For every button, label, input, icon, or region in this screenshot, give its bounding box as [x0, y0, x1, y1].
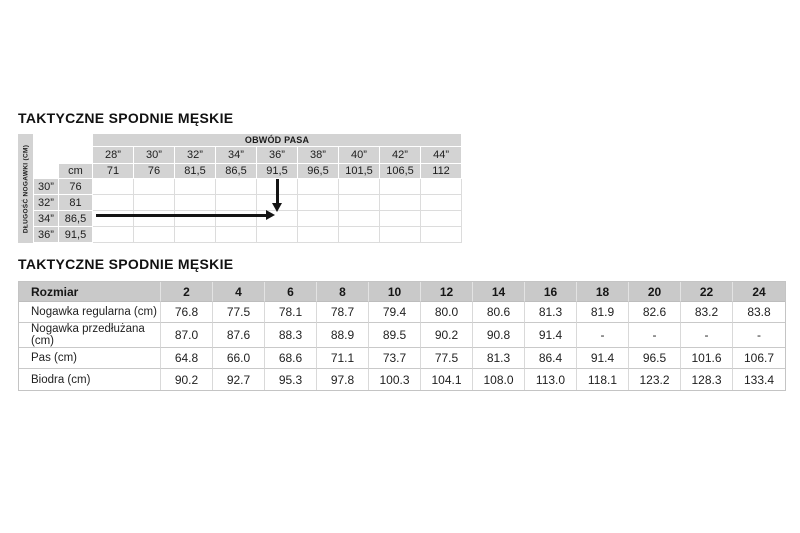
table-header-row	[19, 282, 785, 302]
arrow-right-icon	[266, 210, 275, 220]
measurement-value: -	[577, 323, 629, 348]
measurement-value: 95.3	[265, 369, 317, 390]
grid-cell	[298, 211, 339, 227]
grid-cell	[339, 179, 380, 195]
measurement-value: 64.8	[161, 348, 213, 369]
leg-size-cm: 91,5	[59, 227, 93, 243]
grid-cell	[339, 211, 380, 227]
measurement-value: 101.6	[681, 348, 733, 369]
leg-size-in: 30”	[34, 179, 59, 195]
waist-size-in: 42”	[380, 147, 421, 164]
grid-cell	[298, 179, 339, 195]
grid-cell	[134, 195, 175, 211]
size-header: 4	[213, 282, 265, 302]
measurement-value: -	[629, 323, 681, 348]
waist-size-cm: 76	[134, 164, 175, 179]
grid-cell	[339, 227, 380, 243]
table-row	[19, 323, 785, 348]
size-finder-table	[18, 134, 462, 243]
leg-size-in: 34”	[34, 211, 59, 227]
measurement-value: 123.2	[629, 369, 681, 390]
size-header: 20	[629, 282, 681, 302]
grid-cell	[421, 179, 462, 195]
measurement-value: 81.3	[525, 302, 577, 323]
grid-cell	[93, 227, 134, 243]
table-row	[19, 348, 785, 369]
leg-arrow-shaft	[96, 214, 266, 217]
measurement-value: -	[681, 323, 733, 348]
measurement-value: 96.5	[629, 348, 681, 369]
table-row	[19, 302, 785, 323]
measurement-value: 89.5	[369, 323, 421, 348]
grid-cell	[175, 195, 216, 211]
size-header: 6	[265, 282, 317, 302]
measurement-value: 88.3	[265, 323, 317, 348]
corner-blank-cell	[34, 147, 93, 164]
grid-cell	[421, 195, 462, 211]
measurement-value: 82.6	[629, 302, 681, 323]
grid-cell	[257, 227, 298, 243]
measurement-value: 91.4	[525, 323, 577, 348]
measurement-value: 77.5	[213, 302, 265, 323]
size-column-header: Rozmiar	[19, 282, 161, 302]
table-row	[19, 369, 785, 390]
measurement-value: 91.4	[577, 348, 629, 369]
leg-size-in: 32”	[34, 195, 59, 211]
measurement-value: 90.2	[161, 369, 213, 390]
row-label: Nogawka regularna (cm)	[19, 302, 161, 323]
grid-cell	[380, 179, 421, 195]
grid-cell	[421, 227, 462, 243]
measurements-table	[18, 281, 786, 391]
waist-arrow-shaft	[276, 179, 279, 203]
measurement-value: 113.0	[525, 369, 577, 390]
measurement-value: 83.8	[733, 302, 785, 323]
measurement-value: 118.1	[577, 369, 629, 390]
measurement-value: 88.9	[317, 323, 369, 348]
waist-size-in: 32”	[175, 147, 216, 164]
grid-cell	[134, 227, 175, 243]
grid-cell	[175, 179, 216, 195]
size-header: 14	[473, 282, 525, 302]
measurement-value: 90.2	[421, 323, 473, 348]
size-header: 22	[681, 282, 733, 302]
measurement-value: 78.1	[265, 302, 317, 323]
grid-cell	[216, 195, 257, 211]
leg-length-axis-label: DŁUGOŚĆ NOGAWKI (CM)	[22, 144, 29, 233]
waist-size-cm: 96,5	[298, 164, 339, 179]
size-header: 8	[317, 282, 369, 302]
waist-size-in: 28”	[93, 147, 134, 164]
grid-cell	[339, 195, 380, 211]
waist-size-in: 30”	[134, 147, 175, 164]
measurement-value: 87.0	[161, 323, 213, 348]
measurement-value: 133.4	[733, 369, 785, 390]
measurement-value: 71.1	[317, 348, 369, 369]
size-header: 12	[421, 282, 473, 302]
grid-cell	[298, 227, 339, 243]
size-header: 24	[733, 282, 785, 302]
row-label: Nogawka przedłużana (cm)	[19, 323, 161, 348]
waist-size-cm: 112	[421, 164, 462, 179]
measurement-value: 78.7	[317, 302, 369, 323]
grid-cell	[216, 227, 257, 243]
waist-size-in: 36”	[257, 147, 298, 164]
measurement-value: 76.8	[161, 302, 213, 323]
grid-cell	[93, 179, 134, 195]
waist-size-cm: 86,5	[216, 164, 257, 179]
measurement-value: 83.2	[681, 302, 733, 323]
waist-size-cm: 101,5	[339, 164, 380, 179]
measurement-value: 81.9	[577, 302, 629, 323]
unit-label: cm	[59, 164, 93, 179]
size-header: 18	[577, 282, 629, 302]
waist-size-in: 44”	[421, 147, 462, 164]
size-header: 16	[525, 282, 577, 302]
measurement-value: -	[733, 323, 785, 348]
waist-size-in: 40”	[339, 147, 380, 164]
grid-cell	[134, 179, 175, 195]
measurement-value: 73.7	[369, 348, 421, 369]
leg-size-cm: 81	[59, 195, 93, 211]
measurement-value: 80.6	[473, 302, 525, 323]
size-header: 10	[369, 282, 421, 302]
measurement-value: 87.6	[213, 323, 265, 348]
row-label: Biodra (cm)	[19, 369, 161, 390]
leg-size-cm: 76	[59, 179, 93, 195]
measurement-value: 90.8	[473, 323, 525, 348]
leg-size-in: 36”	[34, 227, 59, 243]
size-finder-title: TAKTYCZNE SPODNIE MĘSKIE	[18, 110, 234, 126]
measurement-value: 128.3	[681, 369, 733, 390]
measurement-value: 97.8	[317, 369, 369, 390]
grid-cell	[380, 211, 421, 227]
measurement-value: 80.0	[421, 302, 473, 323]
waist-size-cm: 106,5	[380, 164, 421, 179]
grid-cell	[93, 195, 134, 211]
measurement-value: 106.7	[733, 348, 785, 369]
measurement-value: 68.6	[265, 348, 317, 369]
waist-size-cm: 81,5	[175, 164, 216, 179]
waist-header: OBWÓD PASA	[93, 134, 462, 147]
measurement-value: 86.4	[525, 348, 577, 369]
grid-cell	[421, 211, 462, 227]
grid-cell	[380, 227, 421, 243]
measurement-value: 104.1	[421, 369, 473, 390]
measurement-value: 100.3	[369, 369, 421, 390]
waist-size-in: 38”	[298, 147, 339, 164]
blank-cell	[34, 164, 59, 179]
measurement-value: 108.0	[473, 369, 525, 390]
corner-blank-cell	[34, 134, 93, 147]
measurement-value: 66.0	[213, 348, 265, 369]
row-label: Pas (cm)	[19, 348, 161, 369]
grid-cell	[216, 179, 257, 195]
measurement-value: 77.5	[421, 348, 473, 369]
grid-cell	[298, 195, 339, 211]
grid-cell	[380, 195, 421, 211]
measurement-value: 79.4	[369, 302, 421, 323]
size-header: 2	[161, 282, 213, 302]
measurement-value: 92.7	[213, 369, 265, 390]
waist-size-cm: 91,5	[257, 164, 298, 179]
leg-size-cm: 86,5	[59, 211, 93, 227]
grid-cell	[175, 227, 216, 243]
waist-size-in: 34”	[216, 147, 257, 164]
waist-size-cm: 71	[93, 164, 134, 179]
measurement-value: 81.3	[473, 348, 525, 369]
leg-length-axis-label-cell	[18, 134, 34, 243]
measurements-title: TAKTYCZNE SPODNIE MĘSKIE	[18, 256, 234, 272]
